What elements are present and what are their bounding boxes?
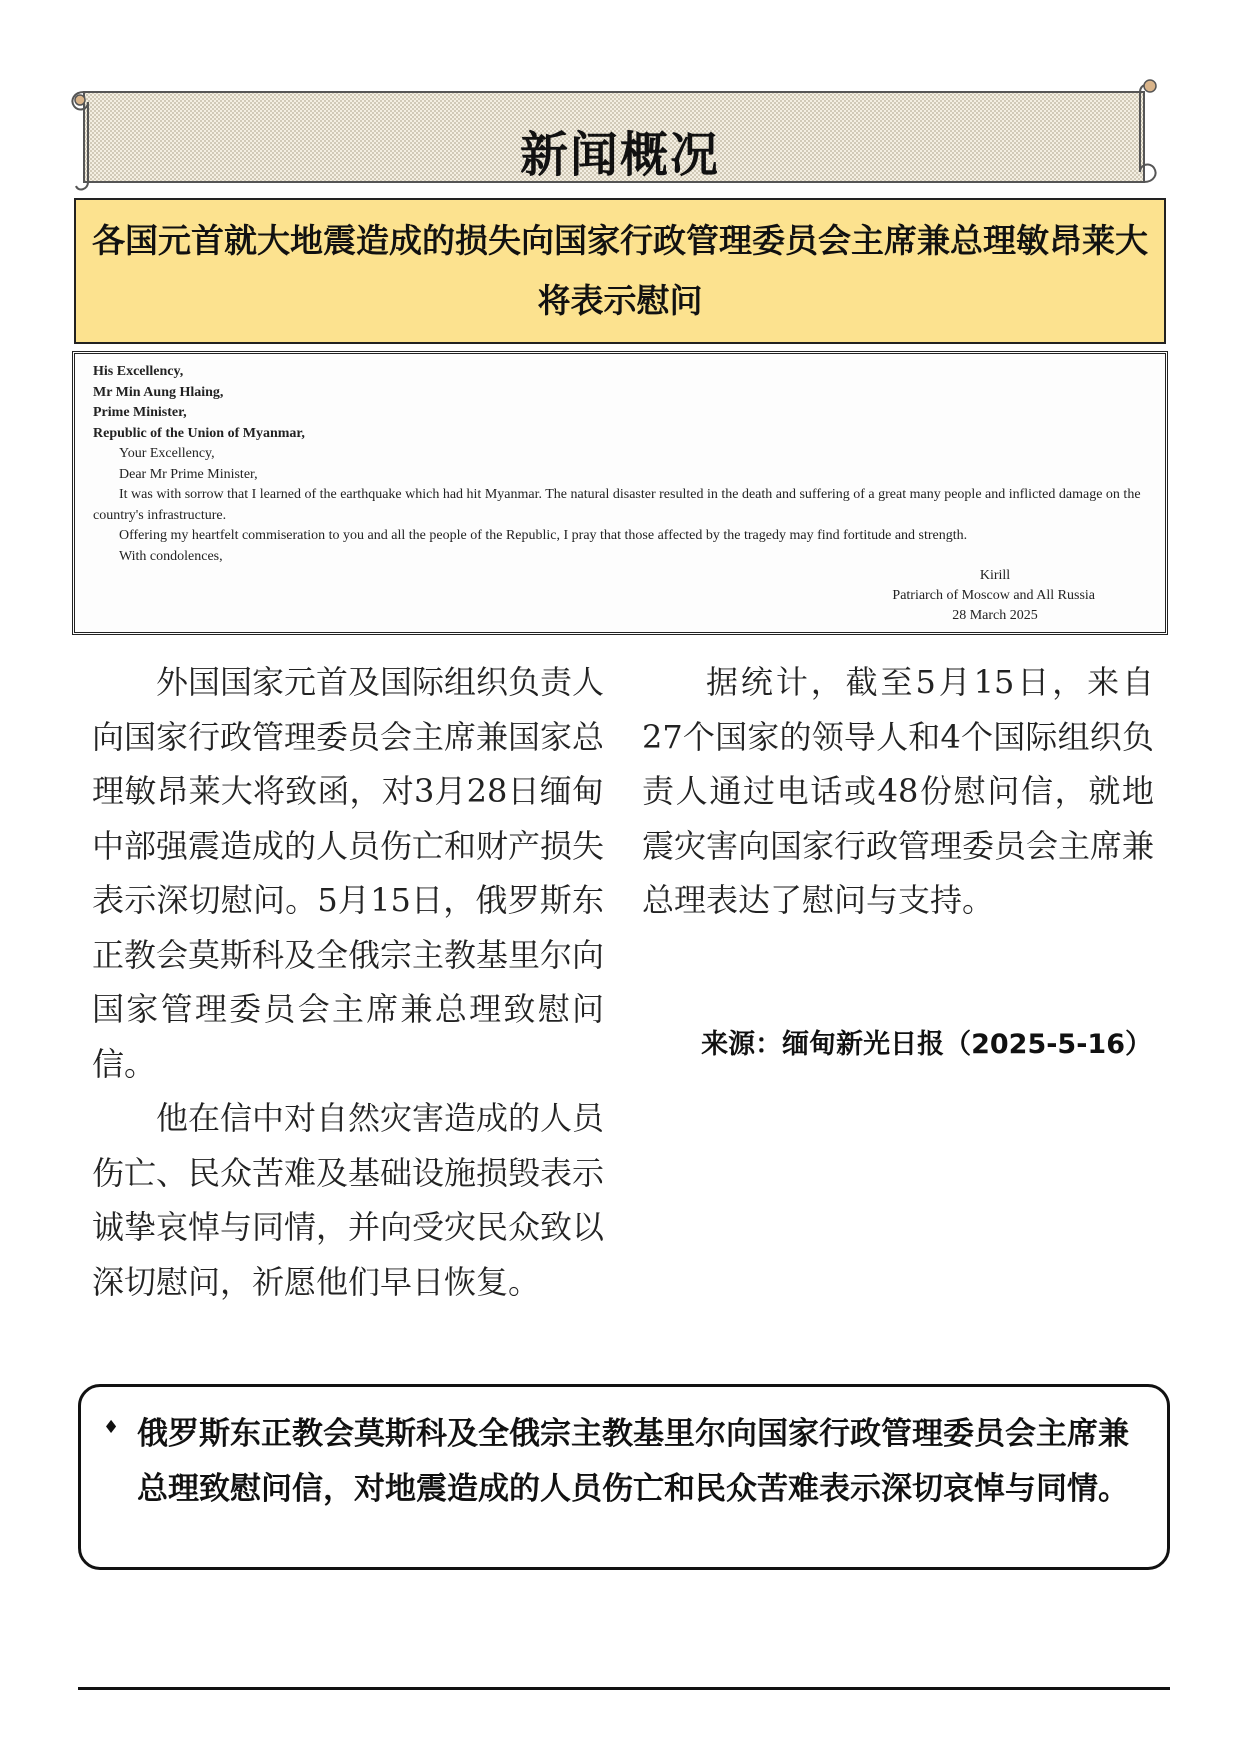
scroll-banner (70, 78, 1170, 193)
article-paragraph: 外国国家元首及国际组织负责人向国家行政管理委员会主席兼国家总理敏昂莱大将致函，对3月28日缅甸中部强震造成的人员伤亡和财产损失表示深切慰问。5月15日，俄罗斯东正教会莫斯科及全俄宗主教基里尔向国家管理委员会主席兼总理致慰问信。 (92, 663, 605, 1083)
letter-body: It was with sorrow that I learned of the earthquake which had hit Myanmar. The natural disaster resulted in the death and suffering of a great many people and inflicted damage on the country's infrastructure. (93, 487, 1141, 523)
letter-addressee-line: Mr Min Aung Hlaing, (93, 384, 224, 400)
summary-box (78, 1384, 1170, 1570)
source-credit: 来源：缅甸新光日报（2025-5-16） (701, 1029, 1152, 1060)
article-paragraph: 据统计，截至5月15日，来自27个国家的领导人和4个国际组织负责人通过电话或48份慰问信，就地震灾害向国家行政管理委员会主席兼总理表达了慰问与支持。 (642, 663, 1155, 919)
headline-text: 各国元首就大地震造成的损失向国家行政管理委员会主席兼总理敏昂莱大将表示慰问 (92, 221, 1148, 320)
letter-greeting: Your Excellency, (119, 446, 215, 461)
diamond-bullet-icon: ♦ (103, 1417, 120, 1438)
article-right-column (642, 655, 1154, 928)
article-left-column (92, 655, 604, 1309)
page-title: 新闻概况 (519, 127, 720, 183)
summary-text: 俄罗斯东正教会莫斯科及全俄宗主教基里尔向国家行政管理委员会主席兼总理致慰问信，对地震造成的人员伤亡和民众苦难表示深切哀悼与同情。 (137, 1416, 1129, 1507)
article-paragraph: 他在信中对自然灾害造成的人员伤亡、民众苦难及基础设施损毁表示诚挚哀悼与同情，并向受灾民众致以深切慰问，祈愿他们早日恢复。 (92, 1099, 605, 1301)
letter-addressee-line: Prime Minister, (93, 405, 187, 420)
letter-signer: Kirill (979, 568, 1011, 583)
letter-date: 28 March 2025 (952, 608, 1038, 623)
letter-closing: With condolences, (119, 548, 223, 564)
letter-body: Offering my heartfelt commiseration to you and all the people of the Republic, I pray that those affected by the tragedy may find fortitude and strength. (119, 528, 968, 543)
letter-addressee-line: Republic of the Union of Myanmar, (93, 425, 305, 441)
letter-signer-title: Patriarch of Moscow and All Russia (892, 588, 1095, 603)
footer-divider (78, 1687, 1170, 1690)
letter-greeting: Dear Mr Prime Minister, (119, 466, 258, 482)
letter-addressee-line: His Excellency, (93, 364, 184, 379)
headline-box (74, 198, 1166, 344)
letter-image (72, 351, 1168, 635)
